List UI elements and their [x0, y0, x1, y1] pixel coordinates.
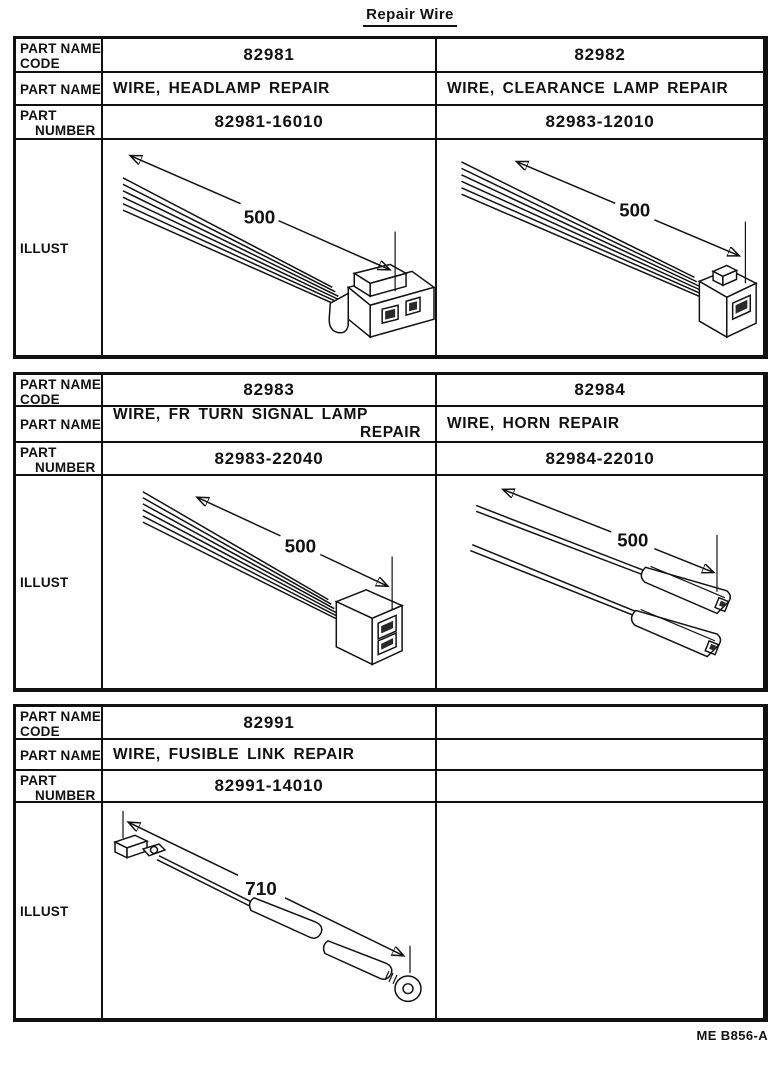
part-name-cell — [103, 740, 437, 771]
label-line: PART NAME — [20, 709, 102, 724]
headlamp-wire-illustration — [103, 140, 435, 355]
part-name-cell — [103, 73, 437, 106]
part-name-text-line2: REPAIR — [359, 424, 421, 441]
turn-signal-wire-illustration — [103, 476, 435, 688]
dimension-arrow — [131, 156, 395, 291]
part-name-label — [16, 73, 103, 106]
label-line: PART NAME — [20, 417, 102, 432]
part-name-code-label — [16, 39, 103, 73]
page-title-text: Repair Wire — [363, 6, 457, 27]
wire-bundle — [123, 178, 347, 310]
part-name-cell — [437, 740, 763, 771]
part-number-cell: 82981-16010 — [103, 106, 437, 140]
label-line: PART — [20, 108, 57, 123]
part-name-text: WIRE, FR TURN SIGNAL LAMP — [113, 407, 368, 423]
fusible-sleeves — [250, 898, 397, 984]
part-name-label — [16, 407, 103, 443]
fusible-link-wire-illustration — [103, 803, 435, 1018]
part-name-text: WIRE, HORN REPAIR — [447, 415, 620, 432]
label-line: NUMBER — [35, 460, 96, 475]
label-line: ILLUST — [20, 575, 69, 590]
label-line: PART NAME — [20, 377, 102, 392]
wire-pair — [470, 505, 648, 617]
part-number-cell: 82984-22010 — [437, 443, 763, 476]
part-code-cell: 82981 — [103, 39, 437, 73]
part-number-cell: 82991-14010 — [103, 771, 437, 803]
label-line: CODE — [20, 392, 60, 407]
label-line: CODE — [20, 56, 60, 71]
illust-cell-empty — [437, 803, 763, 1018]
dimension-label: 500 — [243, 207, 276, 229]
part-name-text: WIRE, FUSIBLE LINK REPAIR — [113, 745, 355, 763]
part-code-cell: 82982 — [437, 39, 763, 73]
label-line: PART NAME — [20, 81, 102, 97]
part-code-cell: 82983 — [103, 375, 437, 407]
part-number-label — [16, 106, 103, 140]
part-name-cell — [103, 407, 437, 443]
label-line: CODE — [20, 724, 60, 739]
horn-wire-illustration — [437, 476, 763, 688]
parts-table-1 — [13, 36, 768, 359]
connector-drawing — [699, 265, 756, 337]
label-line: PART NAME — [20, 41, 102, 56]
part-number-cell — [437, 771, 763, 803]
label-line: ILLUST — [20, 903, 69, 919]
part-number-label — [16, 771, 103, 803]
dimension-label: 500 — [284, 535, 317, 557]
illust-label — [16, 803, 103, 1018]
part-number-cell: 82983-12010 — [437, 106, 763, 140]
label-line: NUMBER — [35, 123, 96, 138]
terminal-sleeves — [632, 566, 731, 656]
wire-line — [157, 856, 253, 907]
illust-label — [16, 140, 103, 355]
label-line: PART — [20, 445, 57, 460]
part-code-cell: 82984 — [437, 375, 763, 407]
page-title — [0, 6, 776, 27]
part-name-cell — [437, 407, 763, 443]
label-line: NUMBER — [35, 788, 96, 803]
part-number-label — [16, 443, 103, 476]
part-name-text: WIRE, CLEARANCE LAMP REPAIR — [447, 79, 729, 97]
part-name-code-label — [16, 375, 103, 407]
dimension-label: 500 — [619, 199, 651, 221]
part-name-label — [16, 740, 103, 771]
illust-cell — [437, 140, 763, 355]
wire-bundle — [461, 162, 706, 299]
illust-label — [16, 476, 103, 688]
illust-cell — [103, 140, 437, 355]
illust-cell — [437, 476, 763, 688]
part-name-code-label — [16, 707, 103, 740]
label-line: ILLUST — [20, 240, 69, 256]
part-code-cell: 82991 — [103, 707, 437, 740]
label-line: PART — [20, 773, 57, 788]
part-number-cell: 82983-22040 — [103, 443, 437, 476]
parts-table-3 — [13, 704, 768, 1022]
connector-drawing — [329, 264, 434, 337]
ring-terminal — [395, 976, 421, 1001]
spade-terminal — [115, 835, 165, 857]
clearance-lamp-wire-illustration — [437, 140, 763, 355]
part-code-cell — [437, 707, 763, 740]
illust-cell — [103, 803, 437, 1018]
wire-bundle — [143, 492, 343, 623]
dimension-arrow — [123, 811, 410, 973]
dimension-label: 710 — [245, 878, 277, 899]
parts-table-2 — [13, 372, 768, 692]
dimension-label: 500 — [617, 529, 649, 551]
label-line: PART NAME — [20, 747, 102, 763]
part-name-cell — [437, 73, 763, 106]
figure-code: ME B856-A — [696, 1028, 768, 1043]
part-name-text: WIRE, HEADLAMP REPAIR — [113, 79, 330, 97]
illust-cell — [103, 476, 437, 688]
